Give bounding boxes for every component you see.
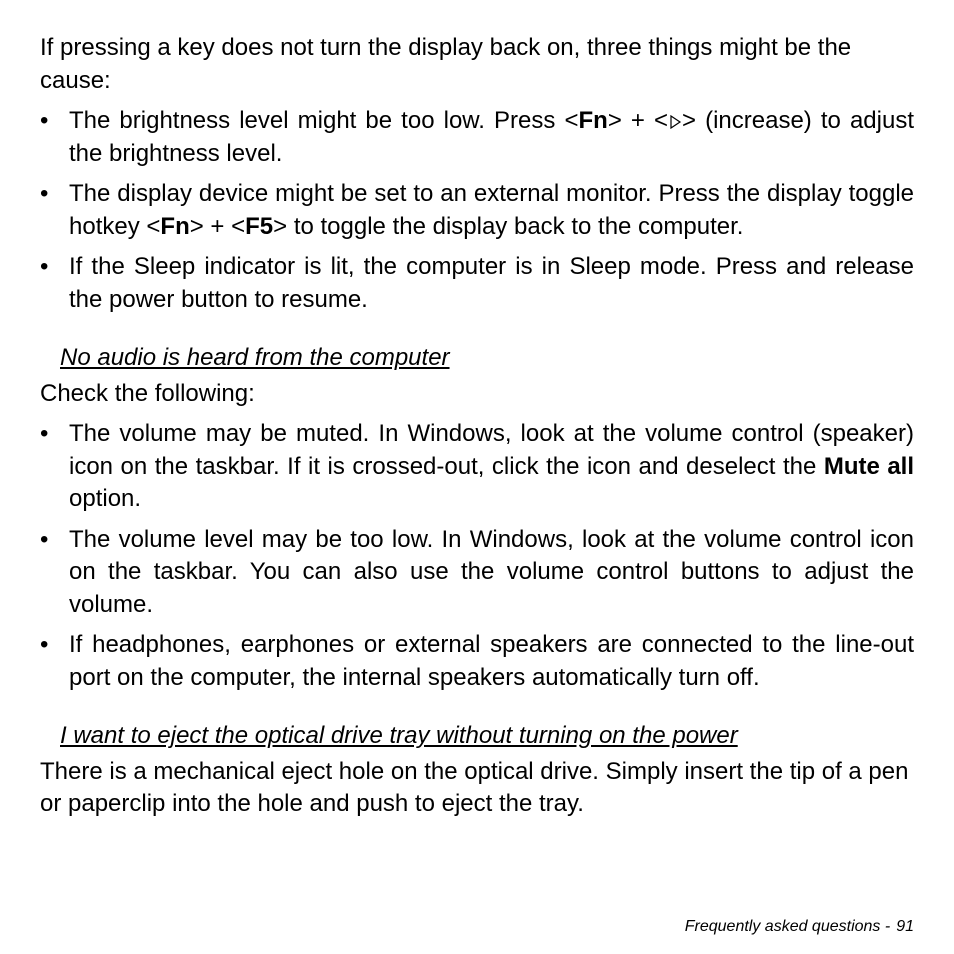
bullet: • <box>40 525 49 553</box>
list-item <box>40 629 914 694</box>
display-causes-list <box>40 105 914 316</box>
document-page <box>40 32 914 821</box>
item-text: > + < <box>607 107 669 134</box>
bullet: • <box>40 180 49 207</box>
eject-body-paragraph: There is a mechanical eject hole on the optical drive. Simply insert the tip of a pen or paperclip into the hole and push to eject the tray. <box>40 757 909 817</box>
mute-all-label: Mute all <box>823 452 915 480</box>
f5-key: F5 <box>245 212 274 240</box>
list-item <box>40 105 914 170</box>
display-intro-paragraph: If pressing a key does not turn the display back on, three things might be the cause: <box>40 34 852 94</box>
fn-key: Fn <box>578 107 608 134</box>
item-text: If headphones, earphones or external speakers are connected to the line-out port on the computer, the internal speakers automatically turn off. <box>69 631 914 691</box>
footer-section-title: Frequently asked questions - <box>684 918 891 935</box>
page-number: 91 <box>896 918 914 935</box>
item-text: The display device might be set to an external monitor. Press the display toggle hotkey < <box>69 180 914 240</box>
list-item <box>40 418 914 516</box>
page-footer <box>685 917 914 937</box>
fn-key: Fn <box>160 212 190 240</box>
list-item <box>40 524 914 622</box>
audio-intro-paragraph: Check the following: <box>40 379 255 407</box>
item-text: The volume level may be too low. In Windows, look at the volume control icon on the taskbar. You can also use the volume control buttons to adjust the volume. <box>69 525 914 618</box>
list-item <box>40 251 914 316</box>
audio-checks-list <box>40 418 914 694</box>
eject-section-heading: I want to eject the optical drive tray without turning on the power <box>60 722 738 749</box>
item-text: The brightness level might be too low. Press < <box>69 107 579 134</box>
bullet: • <box>40 420 49 447</box>
brightness-up-triangle-icon <box>668 115 682 129</box>
item-text: If the Sleep indicator is lit, the computer is in Sleep mode. Press and release the power button to resume. <box>69 253 914 313</box>
item-text: > (increase) to adjust the brightness level. <box>69 107 915 167</box>
bullet: • <box>40 631 49 658</box>
item-text: option. <box>69 485 142 512</box>
item-text: The volume may be muted. In Windows, look at the volume control (speaker) icon on the taskbar. If it is crossed-out, click the icon and deselect the <box>69 420 914 480</box>
bullet: • <box>40 253 49 280</box>
list-item <box>40 178 914 243</box>
audio-section-heading: No audio is heard from the computer <box>60 344 450 371</box>
item-text: > to toggle the display back to the computer. <box>273 212 744 240</box>
bullet: • <box>40 107 49 134</box>
item-text: > + < <box>189 212 246 240</box>
